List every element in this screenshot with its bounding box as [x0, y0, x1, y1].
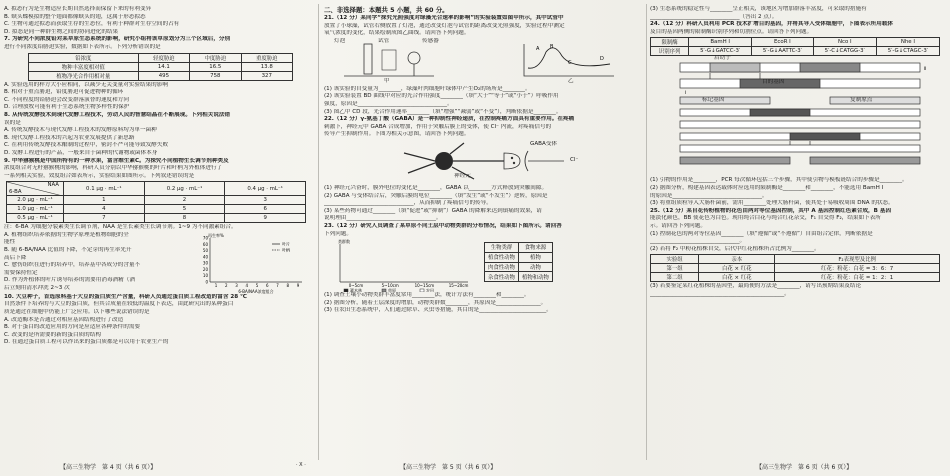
q24-seq-cell: 5′-G↓AATTC-3′	[752, 47, 814, 56]
fig-b-label: 乙	[568, 77, 574, 84]
text-line: 刺激下，神经元中 GABA 合成增加，作用于突触后膜上的受体，使 Cl⁻ 内流，对疼痛信号的	[324, 123, 552, 130]
marker-label: 标记基因	[702, 97, 725, 104]
q23-continued	[650, 6, 946, 21]
text-line: 8. 从传统发酵技术到现代发酵工程技术，劳动人民的智慧结晶在不断展现。下列相关说法错	[4, 111, 231, 118]
q7-header-cell: 重度胁迫	[241, 53, 292, 62]
q23-cell: 植物和动物	[518, 272, 552, 282]
q24-header-cell: Nhe Ⅰ	[876, 38, 939, 47]
text-line: 误的是	[4, 119, 21, 126]
x-tick-label: 5~10cm	[381, 283, 399, 289]
column-divider	[318, 4, 319, 460]
q9-chart-svg	[190, 232, 310, 294]
text-line: 及目的基因两侧的限制酶识别序列和切割位点。请回答下列问题。	[650, 28, 813, 35]
text-line: 23.（12 分）研究人员调查了某草原不同土层中动物类群的分布情况，结果如下图所示。请回答	[324, 222, 562, 229]
q10-question	[4, 294, 314, 347]
lamp-label: 灯泡	[334, 37, 346, 44]
q9-cell: 7	[64, 214, 145, 223]
x-axis-label: 6-BA/NAA浓度组合	[238, 288, 274, 294]
q7-cell: 758	[190, 71, 241, 80]
text-line: A. 实验选用的样方大小应相同，以减少无关变量对实验结果的影响	[4, 81, 168, 88]
q23-cell: 植物	[518, 252, 552, 262]
x-tick-label: 9	[296, 282, 300, 288]
q9-header-cell: 0.4 μg · mL⁻¹	[225, 182, 306, 196]
text-line: 说明理由________________________________。	[324, 215, 442, 222]
q7-cell: 495	[138, 71, 189, 80]
text-line: (2) 据图分析，随着土层深度的增加，动物类群数________，其原因是________________。	[324, 299, 547, 306]
page-4-column	[4, 6, 314, 458]
text-line: 质是通过在细胞中仍能上广泛应用。以下哪些说法错误的是	[4, 309, 150, 316]
text-line: (3) 将重组质粒导入大肠杆菌前，需用________处理大肠杆菌，使其处于易吸收周围 DNA 的状态。	[650, 200, 894, 207]
y-axis-label: 再生率%	[208, 232, 224, 238]
svg-text:Ⅰ: Ⅰ	[685, 91, 687, 97]
x-tick-label: 1	[214, 282, 218, 288]
text-line: C. 不同程度的铅胁迫会改变群落演替的速度和方向	[4, 96, 129, 103]
q9-cell: 1	[64, 196, 145, 205]
text-line: 能淡化颜色，BB 使花色为白色。现用纯合白花与纯合红花杂交，F₁ 自交得 F₂，结果如下表所	[650, 215, 881, 222]
q9-header-cell: 0.2 μg · mL⁻¹	[144, 182, 225, 196]
text-line: D. 作为外植体的叶片诱导培养的需要用消毒酒精（酒	[4, 277, 135, 284]
svg-text:B: B	[550, 43, 554, 50]
q9-note: 注：6-BA 为细胞分裂素类生长调节剂，NAA 是生长素类生长调节剂。1~9 为不同激素组合。	[4, 224, 237, 231]
text-line: 高后下降	[4, 254, 27, 261]
text-line: 能性	[4, 239, 16, 246]
page-5-column	[324, 6, 642, 458]
q23-cell: 动物	[518, 262, 552, 272]
q9-cell: 4	[64, 205, 145, 214]
text-line: 22.（12 分）γ-氨基丁酸（GABA）是一种抑制性神经递质，在控制疼痛方面具有重要作用。在疼痛	[324, 116, 575, 123]
x-tick-label: 4	[245, 282, 249, 288]
q9-table	[6, 181, 306, 223]
q7-cell: 植物净光合作用相对量	[29, 71, 139, 80]
y-tick-label: 70	[202, 235, 208, 241]
text-line: 强度，原因是________________________________。	[324, 100, 453, 107]
svg-text:A: A	[536, 45, 540, 52]
text-line: 9. 中华猕猴桃是中国所特有的一种水果，富含维生素C。为探究不同植物生长调节剂种类及	[4, 157, 229, 164]
y-tick-label: 20	[202, 266, 208, 272]
x-tick-label: 3	[235, 282, 238, 288]
text-line: 放置了小球藻，试管右侧放置了灯泡，通过改变灯泡与试管的距离改变光照强度，实验过程中测定	[324, 22, 565, 29]
q7-cell: 物种丰富度相对值	[29, 62, 139, 71]
x-tick-label: 8	[286, 282, 290, 288]
y-tick-label: 0	[205, 279, 208, 285]
q9-cell: 3	[225, 196, 306, 205]
q25-tail	[650, 283, 946, 298]
text-line: (2) 据图分析，构建基因表达载体时应选用的限制酶是________和________，不能选用 BamH Ⅰ	[650, 184, 884, 191]
legend-label: 叶片	[282, 241, 290, 247]
text-line: A. 拟态行为是生物适应长期自然选择而保留下来的有利变异	[4, 6, 152, 12]
q7-header-cell: 轻度胁迫	[138, 53, 189, 62]
q7-stem	[4, 36, 314, 51]
text-line: B. 现代发酵工程技术的兴起为农业发展提供了新思路	[4, 134, 135, 141]
q9-cell: 6	[225, 205, 306, 214]
x-tick-label: 5	[255, 282, 259, 288]
text-line: 一系列相关实验，效度组合如表所示，实验结果如图所示。下列叙述错误的是	[4, 172, 195, 179]
text-line: A. 植物组织培养依据的生物学原理是植物细胞的全	[4, 231, 129, 238]
q9-cell: 8	[144, 214, 225, 223]
text-line: 的原因是________________________________。	[650, 192, 768, 199]
text-line: A. 传统发酵技术与现代发酵工程技术的发酵原料均为单一菌种	[4, 127, 157, 134]
text-line: (1) 控制花色的两对等位基因________（填“遵循”或“不遵循”）自由组合定律，判断依据是	[650, 230, 873, 237]
x-tick-label: 10~15cm	[414, 283, 435, 289]
q24-seq-cell: 5′-C↓CATGG-3′	[813, 47, 876, 56]
q9-header-cell: 0.1 μg · mL⁻¹	[64, 182, 145, 196]
text-line: C. 在利用传统发酵技术酿制的过程中，密封不严可能导致发酵失败	[4, 142, 169, 149]
q7-options	[4, 82, 314, 112]
q21-figure	[324, 38, 642, 86]
page-5-footer: 【高三生物学 第 5 页（共 6 页）】	[400, 464, 497, 471]
text-line: B. 蛱头蝶模拟的整个翅面都像蛱头的翅，这属于形态拟态	[4, 13, 146, 20]
legend-label: 叶柄	[282, 247, 290, 253]
page-4-footer: 【高三生物学 第 4 页（共 6 页）】	[60, 464, 157, 471]
svg-text:C: C	[568, 59, 572, 66]
text-line: D. 合理放牧可能有利于生态系统生物多样性的保护	[4, 104, 130, 111]
text-line: 下列问题。	[324, 230, 352, 237]
text-line: B. 相对于重点胁迫，铅度胁迫可促进物种的循环	[4, 89, 124, 96]
q23-stem	[324, 223, 642, 238]
text-line: D. 拟态是同一种群生物之间的协同进化的结果	[4, 28, 119, 35]
column-divider	[646, 4, 647, 460]
q24-stem	[650, 21, 946, 36]
q23-figure-row	[324, 238, 642, 292]
q9-cell: 5	[144, 205, 225, 214]
q22-figure-svg	[324, 139, 642, 185]
text-line: (3) 某些药物可通过________（填“促进”或“抑制”）GABA 的降解来达到镇痛的效果，请	[324, 207, 542, 214]
x-tick-label: 0~5cm	[348, 283, 364, 289]
q24-figure	[650, 57, 946, 177]
text-line: A. 改造酶本是否通过对相应基因结构进行了改造	[4, 316, 124, 323]
corner-label-6ba: 6-BA	[9, 189, 22, 196]
text-line: 24.（12 分）科研人员利用 PCR 技术扩增目的基因，并将其导入受体细胞中，下图表示所用载体	[650, 21, 894, 28]
q24-questions	[650, 177, 946, 207]
q23-table	[484, 242, 553, 282]
q25-cell: 白花 × 红花	[699, 273, 775, 282]
q22-stem	[324, 116, 642, 139]
text-line: (2) 该实验装置 BD 曲线中对应的光合作用强度________（填“大于”“等于”或“小于”）呼吸作用	[324, 93, 559, 100]
q21-stem	[324, 15, 642, 38]
q9-cell: 2.0 μg · mL⁻¹	[7, 196, 64, 205]
q24-header-cell: 限制酶	[651, 38, 689, 47]
y-tick-label: 10	[202, 273, 208, 279]
svg-text:D: D	[600, 55, 604, 62]
text-line: D. 在通过蛋白质工程可以作出来的蛋白质都是可以用于农业生产的	[4, 339, 169, 346]
q9-corner-cell	[7, 182, 64, 196]
text-line: (1) 神经元兴奋时，膜外电位的变化是________，GABA 以________方式释放到突触间隙。	[324, 184, 548, 191]
text-line: B. 对于蛋白的改造应用的方向是应适应各种条件的需要	[4, 324, 141, 331]
ori-label: 复制原点	[850, 97, 873, 104]
q25-cell: 红花：粉花：白花 = 1：2：1	[775, 273, 940, 282]
q25-stem	[650, 208, 946, 254]
q7-header-cell: 铅浓度	[29, 53, 139, 62]
q9-cell: 1.0 μg · mL⁻¹	[7, 205, 64, 214]
q6-options	[4, 6, 314, 36]
tube-label: 试管	[378, 37, 390, 44]
text-line: C. 愈伤组织在进行的培养中，培养基中各成分的含量不	[4, 262, 141, 269]
q25-table	[650, 254, 940, 282]
q25-header-cell: F₂表现型及比例	[775, 255, 940, 264]
text-line: (3) 图乙中 CD 段，光合作用速率________（填“增强”“减弱”或“不变”），判断依据是________。	[324, 108, 562, 115]
y-tick-label: 60	[202, 241, 208, 247]
receptor-label: GABA受体	[530, 140, 558, 147]
text-line: (2) 若将 F₂ 中粉花植株自交，后代中红花植株所占比例为________。	[650, 245, 820, 252]
text-line: (1) 引物的作用是________，PCR 每次循环包括三个步骤，其中使引物与模板链结合的步骤是________。	[650, 177, 908, 184]
page-marker: · X ·	[296, 462, 306, 468]
y-axis-label: 类群数	[338, 239, 350, 245]
q21-figure-svg	[324, 38, 642, 86]
sensor-label: 传感器	[422, 37, 439, 44]
q22-figure	[324, 139, 642, 185]
section-title: 二、非选择题：本题共 5 小题，共 60 分。	[324, 6, 449, 14]
text-line: C. 生物可通过拟态而获取生存的生态位，有利于种群对生存空间的占有	[4, 21, 180, 28]
y-tick-label: 30	[202, 260, 208, 266]
x-tick-label: 2	[224, 282, 228, 288]
promoter-label: 启动子	[714, 55, 731, 62]
q24-header-cell: Nco Ⅰ	[813, 38, 876, 47]
q23-cell: 肉食性动物	[485, 262, 519, 272]
text-line: 传导产生抑制作用。下图为相关示意图，请回答下列问题。	[324, 131, 470, 138]
q23-header-cell: 食物来源	[518, 243, 552, 253]
neuron-label: 神经元	[454, 172, 471, 179]
text-line: 示。请回答下列问题。	[650, 222, 706, 229]
text-line: (3) 生态系统的稳定性与________呈正相关，该地区为增加群落丰富度，可采取的措施有	[650, 6, 867, 12]
q8-question	[4, 112, 314, 158]
q7-header-cell: 中度胁迫	[190, 53, 241, 62]
page-6-column	[650, 6, 946, 458]
q22-questions	[324, 185, 642, 223]
text-line: 进行不同浓度铅胁迫实验，数据如下表所示。下列分析错误的是	[4, 43, 161, 50]
q24-seq-cell: 5′-G↓CTAGC-3′	[876, 47, 939, 56]
q23-questions	[324, 292, 642, 315]
fig-a-label: 甲	[384, 77, 390, 84]
legend-label: 草原	[388, 288, 396, 293]
text-line: ________________________________。	[650, 238, 746, 245]
x-tick-label: 7	[276, 282, 279, 288]
text-line: ________________________________________________。	[650, 290, 790, 297]
text-line: 自然条件下培养的与大豆的蛋白质，但其合成量在较低的温度下表达，由此研究出的某种蛋白	[4, 301, 234, 308]
corner-label-naa: NAA	[47, 182, 59, 189]
text-line: ________________________________，从而抑制了疼痛信号的传导。	[324, 200, 492, 207]
q25-cell: 第一组	[651, 264, 699, 273]
y-tick-label: 50	[202, 247, 208, 253]
q25-cell: 红花：粉花：白花 = 3：6：7	[775, 264, 940, 273]
text-line: B. 随 6-BA/NAA 比值的下降，不定芽的再生率先升	[4, 247, 132, 254]
text-line: (1) 该实验的自变量为________，绿藻叶肉细胞叶绿体中产生O₂的场所是________。	[324, 85, 531, 92]
q9-cell: 2	[144, 196, 225, 205]
svg-text:Ⅱ: Ⅱ	[924, 67, 927, 73]
q24-row-label: 识别序列	[651, 47, 689, 56]
cl-label: Cl⁻	[570, 156, 579, 163]
text-line: 21.（12 分）某同学“探究光照强度对绿藻光合速率的影响”的实验装置如图甲所示，其中试管中	[324, 15, 564, 21]
q9-chart	[190, 232, 310, 294]
text-line: (2) GABA 与受体结合后，突触后膜的电位________（填“发生”或“不发生”）逆转，原因是	[324, 192, 548, 199]
text-line: D. 发酵工程进行的产品，一般来自于菌种的代谢物或菌体本身	[4, 149, 158, 156]
q9-cell: 0.5 μg · mL⁻¹	[7, 214, 64, 223]
q9-options	[4, 232, 190, 294]
legend-label: 农田	[426, 288, 434, 293]
gene-label: 目的基因	[762, 79, 785, 86]
q7-cell: 327	[241, 71, 292, 80]
q25-header-cell: 实验组	[651, 255, 699, 264]
q25-header-cell: 亲本	[699, 255, 775, 264]
q7-table	[28, 53, 293, 81]
q24-header-cell: EcoR Ⅰ	[752, 38, 814, 47]
text-line: (3) 在农田生态系统中，人们通过除草、灭虫等措施，其目的是________________________。	[324, 307, 552, 314]
text-line: (3) 若要鉴定某红花植株的基因型，最简便的方法是________，请写出预期结果及结论	[650, 283, 862, 290]
text-line: 氧气浓度的变化，结果绘制成图乙曲线。请回答下列问题。	[324, 30, 470, 37]
text-line: ________________________________（答出 2 点）。	[650, 13, 778, 20]
text-line: 后立刻用清水冲洗 2~3 次	[4, 285, 70, 292]
legend-label: 灌木林	[350, 288, 362, 293]
q24-figure-svg	[650, 57, 946, 177]
q25-cell: 白花 × 红花	[699, 264, 775, 273]
q7-cell: 16.5	[190, 62, 241, 71]
q7-cell: 14.1	[138, 62, 189, 71]
text-line: C. 改变的是所需要的新的蛋白质的结构	[4, 331, 101, 338]
q24-header-cell: BamH Ⅰ	[689, 38, 752, 47]
x-tick-label: 6	[265, 282, 269, 288]
q21-questions	[324, 86, 642, 116]
q23-header-cell: 生物类群	[485, 243, 519, 253]
q23-cell: 杂食性动物	[485, 272, 519, 282]
q7-cell: 13.8	[241, 62, 292, 71]
q9-stem	[4, 158, 314, 181]
q9-cell: 9	[225, 214, 306, 223]
x-tick-label: 15~20cm	[448, 283, 469, 289]
y-tick-label: 40	[202, 254, 208, 260]
text-line: 需要保持恒定	[4, 269, 38, 276]
page-6-footer: 【高三生物学 第 6 页（共 6 页）】	[756, 464, 853, 471]
q24-seq-cell: 5′-G↓GATCC-3′	[689, 47, 752, 56]
q23-cell: 植食性动物	[485, 252, 519, 262]
text-line: 10. 大豆种子，首选原料基于大豆的蛋白质生产含量，科研人员通过蛋白质工程改造的富含 28 ℃	[4, 293, 247, 300]
q24-table	[650, 37, 940, 56]
q23-chart-svg	[324, 238, 474, 292]
text-line: 浓度组合对无籽猕猴桃的影响，科研人员分别以中华猕猴桃的叶片和叶柄为外植体进行了	[4, 165, 223, 172]
text-line: 7. 为研究不同浓度铅对某草原生态系统的影响，研究小组将该草原划分为三个区域后，分别	[4, 36, 231, 43]
text-line: (1) 调查土壤小动物类群丰富度常用________法，统计方法有________和________。	[324, 292, 530, 299]
q25-cell: 第二组	[651, 273, 699, 282]
text-line: 25.（12 分）某自花传粉植物的花色由两对等位基因控制，其中 A 基因控制红色素合成，B 基因	[650, 207, 892, 214]
